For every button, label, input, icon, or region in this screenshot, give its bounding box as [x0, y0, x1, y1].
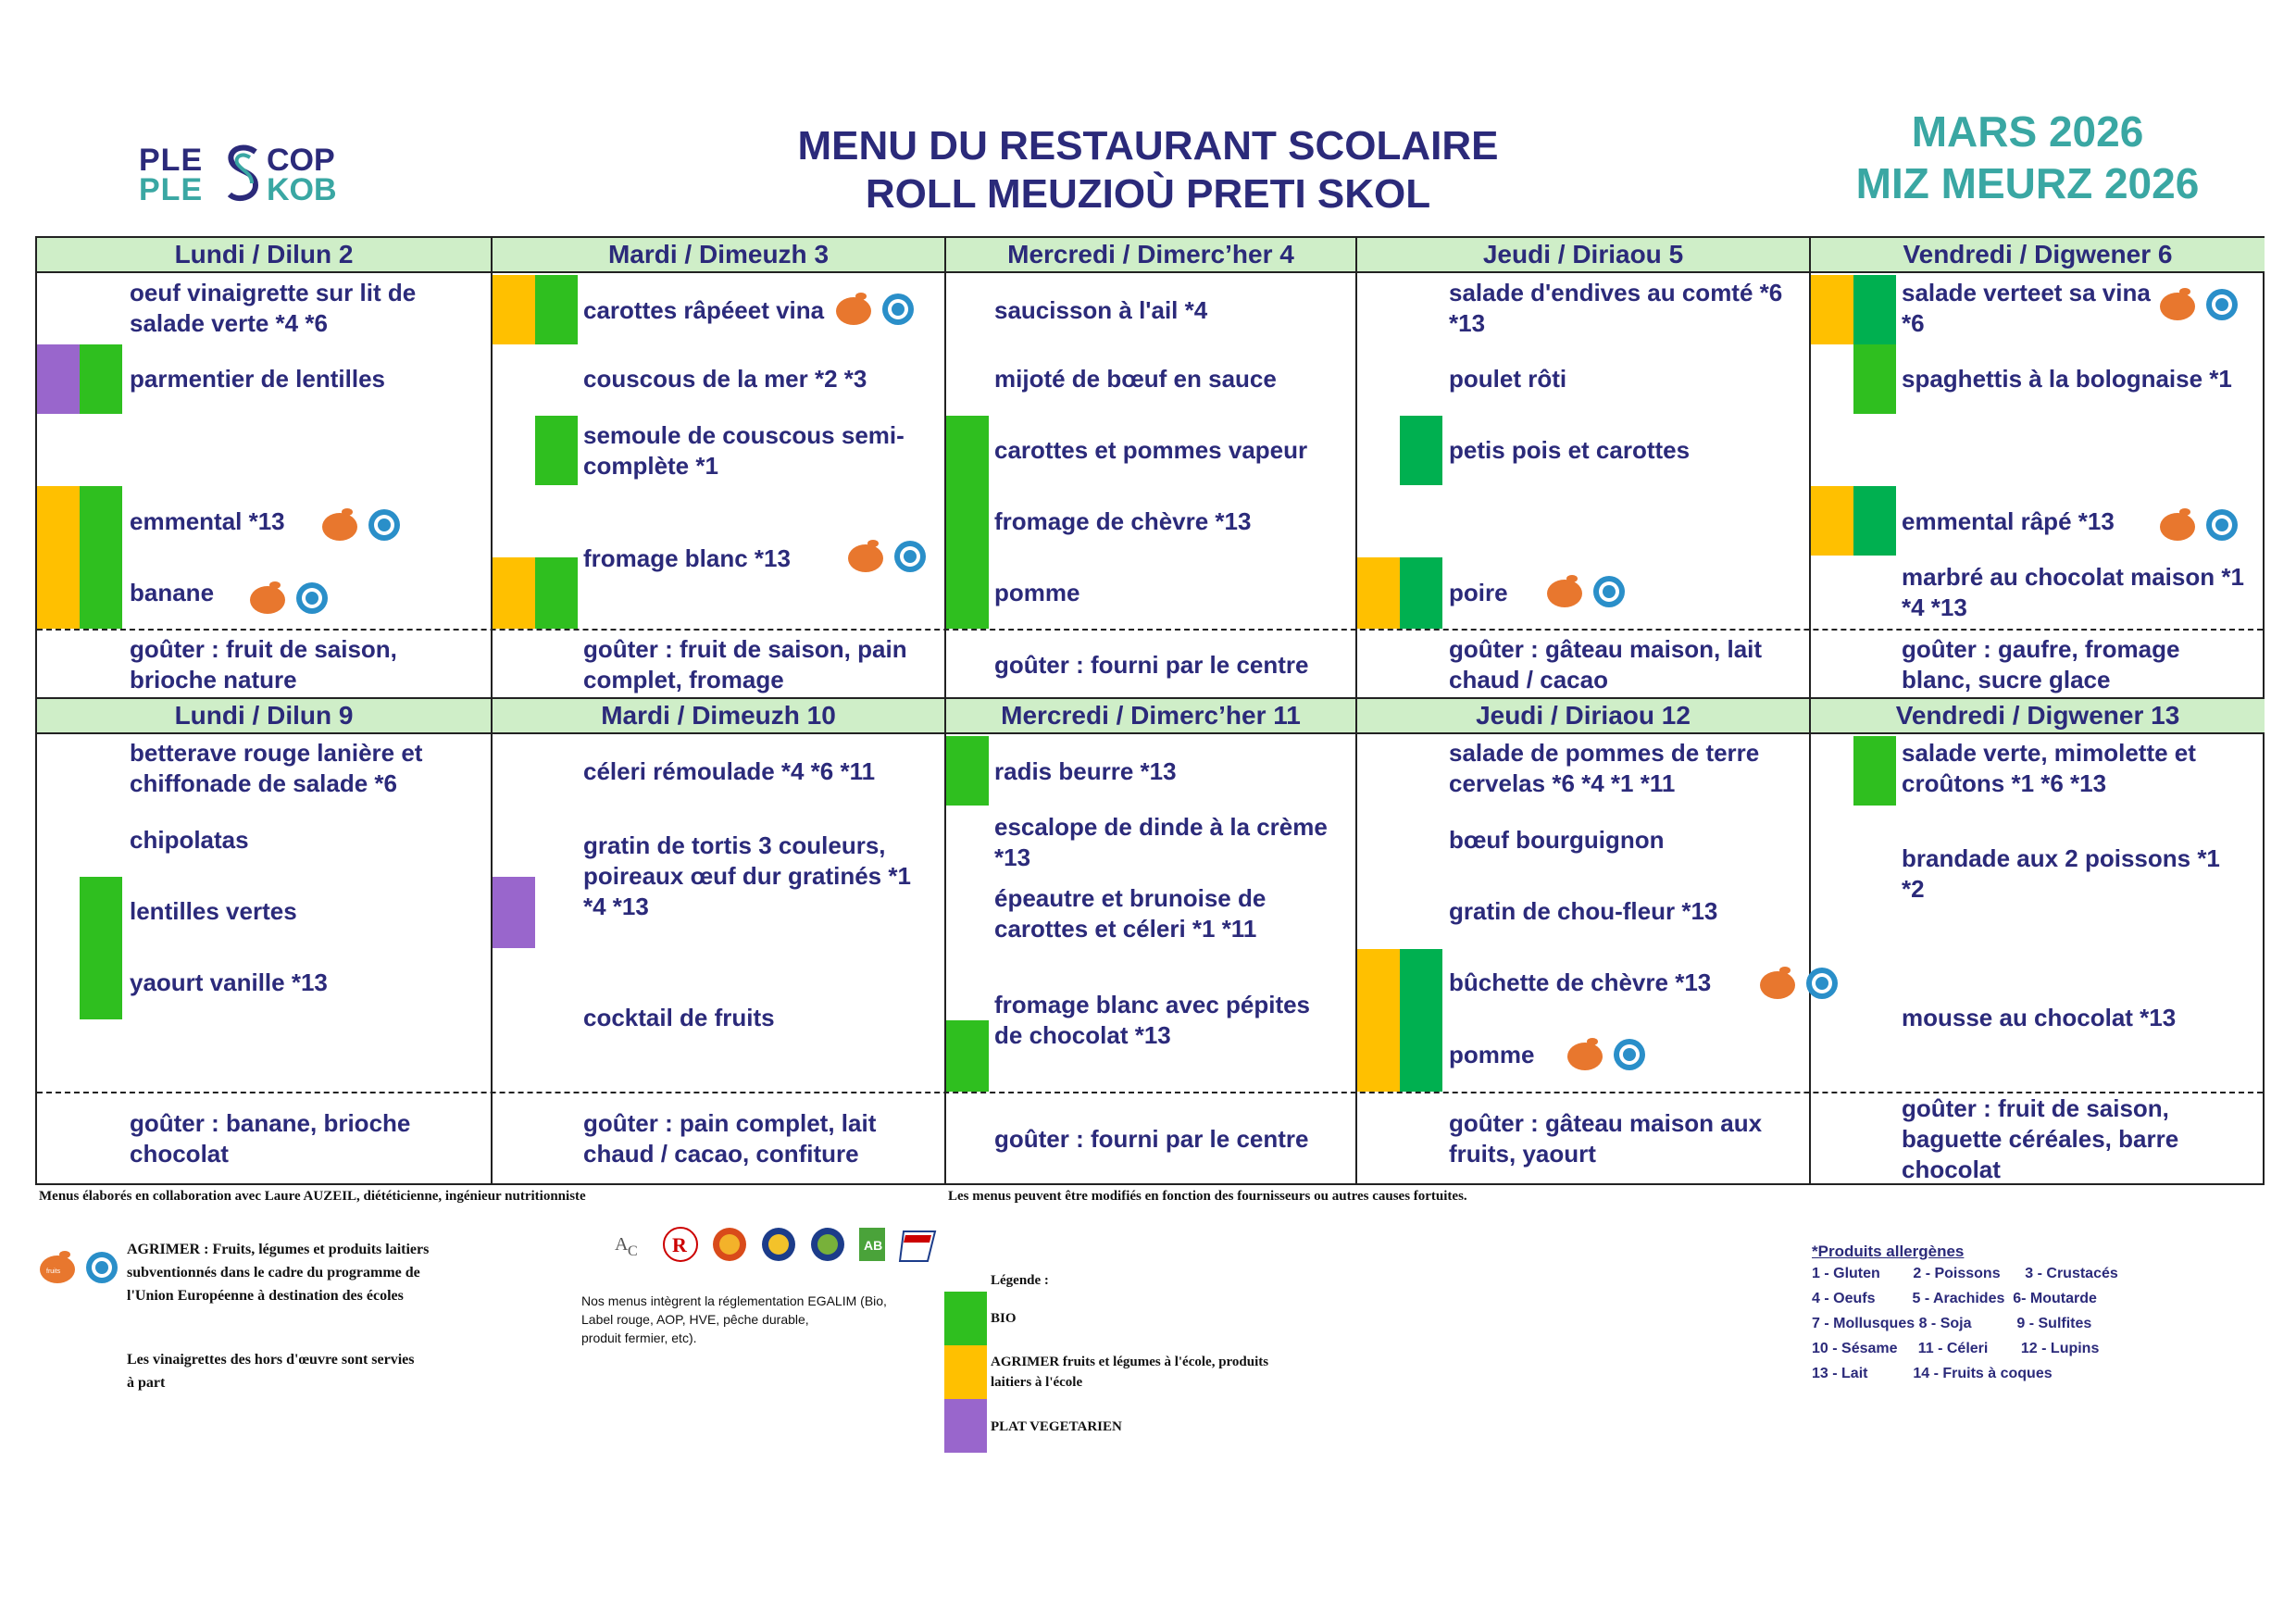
menu-item: lentilles vertes: [130, 897, 297, 925]
legend-bio-label: BIO: [991, 1311, 1017, 1326]
day-header: Vendredi / Digwener 6: [1811, 238, 2265, 271]
vegetarian-marker: [37, 344, 80, 414]
quality-labels: [611, 1224, 963, 1265]
menu-item: poulet rôti: [1449, 365, 1567, 393]
menu-item: pomme: [1449, 1041, 1535, 1068]
menu-item: fromage blanc avec pépites de chocolat *13: [994, 991, 1311, 1049]
agrimer-marker: [1811, 275, 1853, 344]
allergen-row: 10 - Sésame 11 - Céleri 12 - Lupins: [1812, 1341, 2100, 1356]
bio-marker: [1400, 416, 1442, 485]
menu-item: épeautre et brunoise de carottes et céleri *1 *11: [994, 884, 1267, 943]
gouter-text: goûter : gâteau maison, lait chaud / cacao: [1449, 635, 1763, 693]
menu-item: gratin de tortis 3 couleurs, poireaux œuf dur gratinés *1 *4 *13: [583, 831, 911, 920]
day-header: Mercredi / Dimerc’her 11: [946, 699, 1355, 732]
menu-item: céleri rémoulade *4 *6 *11: [583, 757, 876, 785]
menu-item: bûchette de chèvre *13: [1449, 968, 1712, 996]
logo-s-icon: [224, 143, 263, 204]
gouter-divider: [37, 629, 2263, 631]
menu-item: gratin de chou-fleur *13: [1449, 897, 1718, 925]
svg-text:fruits: fruits: [46, 1268, 61, 1275]
day-header: Mardi / Dimeuzh 10: [493, 699, 944, 732]
agrimer-fruits-icon: [319, 503, 412, 545]
menu-item: marbré au chocolat maison *1 *4 *13: [1902, 563, 2244, 621]
menu-item: emmental *13: [130, 507, 285, 535]
bio-marker: [535, 557, 578, 629]
legend-agrimer-swatch: [944, 1345, 987, 1399]
agrimer-fruits-icon: [247, 576, 340, 618]
menu-item: mousse au chocolat *13: [1902, 1004, 2177, 1031]
menu-item: bœuf bourguignon: [1449, 826, 1665, 854]
gouter-text: goûter : fruit de saison, brioche nature: [130, 635, 397, 693]
logo-text: COP: [267, 143, 335, 178]
svg-text:AB: AB: [864, 1238, 883, 1253]
menu-item: carottes râpéeet vina: [583, 296, 825, 324]
header-divider: [37, 271, 2263, 273]
agrimer-fruits-icon: [2157, 503, 2250, 545]
logo-text: KOB: [267, 172, 337, 207]
menu-item: escalope de dinde à la crème *13: [994, 813, 1328, 871]
menu-item: fromage de chèvre *13: [994, 507, 1252, 535]
menu-item: couscous de la mer *2 *3: [583, 365, 867, 393]
menu-item: banane: [130, 579, 215, 606]
svg-text:A: A: [615, 1234, 629, 1255]
menu-item: brandade aux 2 poissons *1 *2: [1902, 844, 2220, 903]
legend-veg-label: PLAT VEGETARIEN: [991, 1419, 1122, 1434]
legend-agrimer-label: AGRIMER fruits et légumes à l'école, produits laitiers à l'école: [991, 1355, 1269, 1390]
day-header: Lundi / Dilun 2: [37, 238, 491, 271]
legend-bio-swatch: [944, 1292, 987, 1345]
agrimer-marker: [1811, 486, 1853, 556]
bio-marker: [1400, 949, 1442, 1092]
menu-table: [35, 236, 2265, 1185]
day-header: Mercredi / Dimerc’her 4: [946, 238, 1355, 271]
menu-item: parmentier de lentilles: [130, 365, 385, 393]
egalim-note: Nos menus intègrent la réglementation EGALIM (Bio, Label rouge, AOP, HVE, pêche durable, produit fermier, etc).: [581, 1293, 887, 1345]
bio-marker: [1853, 736, 1896, 806]
menu-item: chipolatas: [130, 826, 249, 854]
logo-text: PLE: [139, 143, 204, 178]
page-title: [648, 122, 1648, 219]
logo-text: PLE: [139, 172, 204, 207]
bio-marker: [1853, 275, 1896, 344]
menu-item: oeuf vinaigrette sur lit de salade verte *4 *6: [130, 279, 417, 337]
menu-item: salade verte, mimolette et croûtons *1 *6 *13: [1902, 739, 2196, 797]
svg-text:R: R: [672, 1233, 687, 1256]
allergen-row: 4 - Oeufs 5 - Arachides 6- Moutarde: [1812, 1291, 2097, 1306]
bio-marker: [946, 416, 989, 629]
agrimer-marker: [1357, 949, 1400, 1092]
gouter-text: goûter : fruit de saison, pain complet, fromage: [583, 635, 907, 693]
title-line-fr: MENU DU RESTAURANT SCOLAIRE: [797, 123, 1499, 169]
month-label: [1787, 106, 2268, 209]
menu-item: salade d'endives au comté *6 *13: [1449, 279, 1783, 337]
gouter-text: goûter : gaufre, fromage blanc, sucre glace: [1902, 635, 2180, 693]
day-header: Mardi / Dimeuzh 3: [493, 238, 944, 271]
bio-marker: [535, 416, 578, 485]
agrimer-fruits-icon: [1565, 1032, 1657, 1075]
day-header: Lundi / Dilun 9: [37, 699, 491, 732]
menu-item: betterave rouge lanière et chiffonade de salade *6: [130, 739, 423, 797]
menu-item: mijoté de bœuf en sauce: [994, 365, 1277, 393]
legend-veg-swatch: [944, 1399, 987, 1453]
header-divider: [37, 732, 2263, 734]
agrimer-fruits-icon: [1544, 569, 1637, 612]
agrimer-note: AGRIMER : Fruits, légumes et produits laitiers subventionnés dans le cadre du programme de l'Union Européenne à destination des écoles: [127, 1242, 430, 1304]
gouter-text: goûter : fruit de saison, baguette céréales, barre chocolat: [1902, 1094, 2179, 1183]
month-fr: MARS 2026: [1911, 107, 2144, 156]
agrimer-marker: [1357, 557, 1400, 629]
day-header: Jeudi / Diriaou 12: [1357, 699, 1809, 732]
menu-item: spaghettis à la bolognaise *1: [1902, 365, 2232, 393]
bio-marker: [946, 736, 989, 806]
bio-marker: [80, 877, 122, 1019]
day-header: Jeudi / Diriaou 5: [1357, 238, 1809, 271]
bio-marker: [946, 1020, 989, 1092]
allergen-row: 13 - Lait 14 - Fruits à coques: [1812, 1366, 2053, 1381]
vinaigrette-note: Les vinaigrettes des hors d'œuvre sont servies à part: [127, 1352, 415, 1391]
vegetarian-marker: [493, 877, 535, 948]
agrimer-fruits-icon: [833, 287, 926, 330]
agrimer-marker: [37, 486, 80, 629]
bio-marker: [1853, 344, 1896, 414]
title-line-br: ROLL MEUZIOÙ PRETI SKOL: [865, 171, 1431, 217]
agrimer-fruits-icon: [2157, 282, 2250, 325]
gouter-text: goûter : fourni par le centre: [994, 1125, 1309, 1153]
gouter-text: goûter : gâteau maison aux fruits, yaourt: [1449, 1109, 1763, 1168]
legend-title: Légende :: [991, 1273, 1049, 1288]
allergen-row: 1 - Gluten 2 - Poissons 3 - Crustacés: [1812, 1266, 2118, 1281]
bio-marker: [535, 275, 578, 344]
month-br: MIZ MEURZ 2026: [1855, 159, 2200, 207]
menu-item: cocktail de fruits: [583, 1004, 775, 1031]
menu-item: fromage blanc *13: [583, 544, 791, 572]
gouter-text: goûter : banane, brioche chocolat: [130, 1109, 411, 1168]
bio-marker: [80, 486, 122, 629]
modification-note: Les menus peuvent être modifiés en fonction des fournisseurs ou autres causes fortuites.: [948, 1189, 1467, 1204]
menu-item: pomme: [994, 579, 1080, 606]
menu-item: emmental râpé *13: [1902, 507, 2115, 535]
day-header: Vendredi / Digwener 13: [1811, 699, 2265, 732]
allergens-title: *Produits allergènes: [1812, 1243, 1965, 1260]
agrimer-marker: [493, 557, 535, 629]
agrimer-fruits-icon: [37, 1245, 130, 1288]
allergen-row: 7 - Mollusques 8 - Soja 9 - Sulfites: [1812, 1316, 2092, 1331]
bio-marker: [1400, 557, 1442, 629]
agrimer-fruits-icon: [845, 534, 938, 577]
menu-item: radis beurre *13: [994, 757, 1177, 785]
bio-marker: [80, 344, 122, 414]
svg-text:C: C: [628, 1243, 638, 1259]
plescop-logo: [139, 139, 352, 207]
agrimer-marker: [493, 275, 535, 344]
collab-note: Menus élaborés en collaboration avec Laure AUZEIL, diététicienne, ingénieur nutritionniste: [39, 1189, 586, 1204]
agrimer-fruits-icon: [1757, 961, 1850, 1004]
bio-marker: [1853, 486, 1896, 556]
menu-item: saucisson à l'ail *4: [994, 296, 1208, 324]
gouter-text: goûter : fourni par le centre: [994, 651, 1309, 679]
menu-item: salade verteet sa vina *6: [1902, 279, 2151, 337]
gouter-text: goûter : pain complet, lait chaud / cacao, confiture: [583, 1109, 877, 1168]
menu-item: semoule de couscous semi- complète *1: [583, 421, 905, 480]
menu-item: carottes et pommes vapeur: [994, 436, 1308, 464]
menu-item: yaourt vanille *13: [130, 968, 328, 996]
menu-item: poire: [1449, 579, 1508, 606]
quality-labels-icon: [611, 1224, 963, 1265]
menu-item: petis pois et carottes: [1449, 436, 1691, 464]
menu-item: salade de pommes de terre cervelas *6 *4 *1 *11: [1449, 739, 1760, 797]
